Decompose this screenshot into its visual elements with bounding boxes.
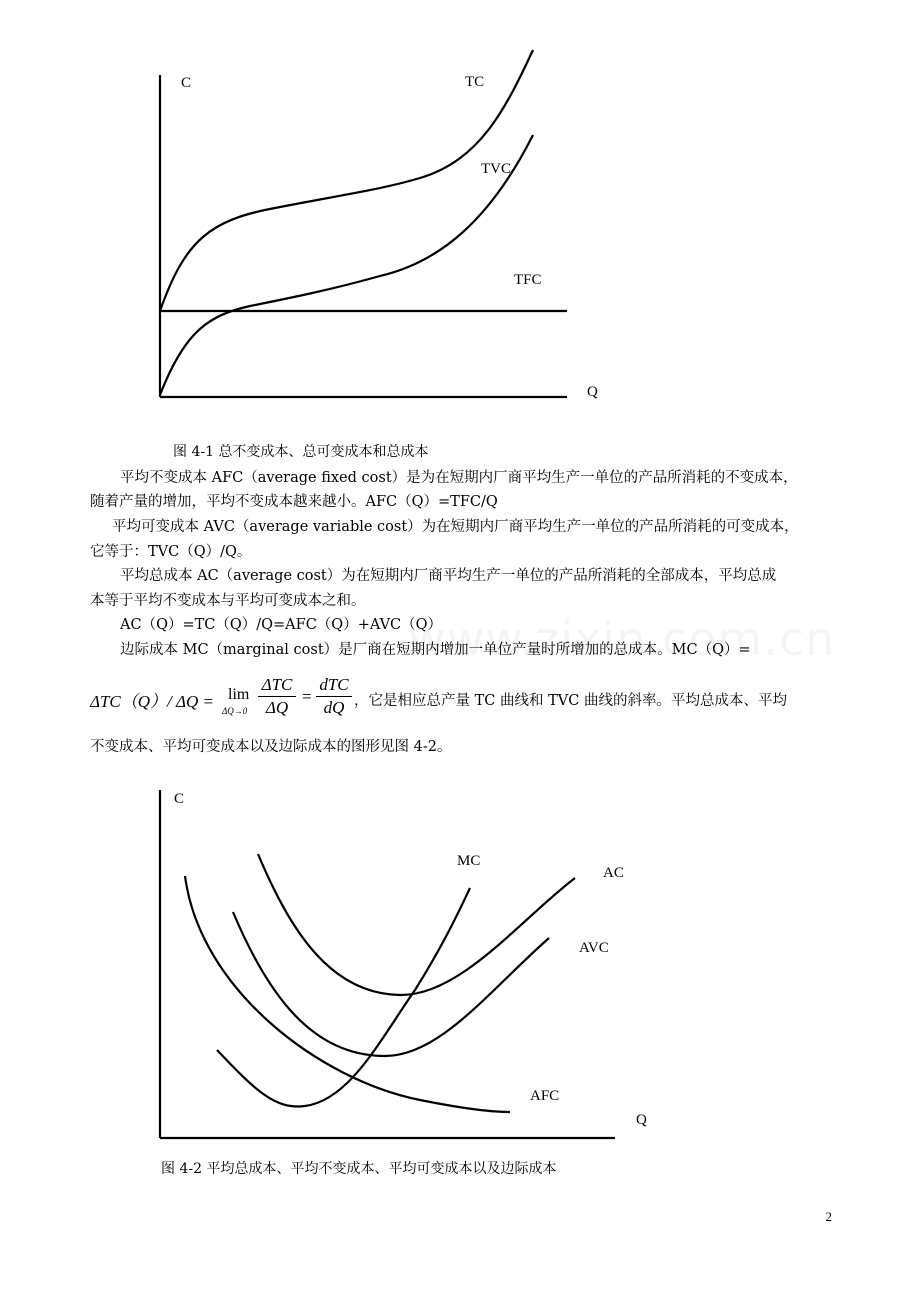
fig2-avc-label: AVC (579, 940, 609, 956)
fig2-axis-x-label: Q (636, 1112, 647, 1128)
para-ac-formula: AC（Q）=TC（Q）/Q=AFC（Q）+AVC（Q） (120, 617, 443, 633)
fig1-caption: 图 4-1 总不变成本、总可变成本和总成本 (173, 444, 429, 460)
fig2-ac-curve (258, 854, 575, 995)
frac1-numerator: ΔTC (261, 675, 293, 694)
formula-frac-delta (258, 676, 296, 717)
page-number: 2 (825, 1209, 832, 1224)
fig1-axis-y-label: C (181, 75, 192, 91)
formula-equals: = (302, 687, 312, 706)
para-ac-line2: 本等于平均不变成本与平均可变成本之和。 (90, 593, 366, 609)
para-ac-line1: 平均总成本 AC（average cost）为在短期内厂商平均生产一单位的产品所消耗的全部成本，平均总成 (120, 568, 777, 584)
formula-tail: ，它是相应总产量 TC 曲线和 TVC 曲线的斜率。平均总成本、平均 (354, 693, 787, 709)
frac2-numerator: dTC (319, 675, 349, 694)
fig2-mc-label: MC (457, 853, 481, 869)
fig2-afc-label: AFC (530, 1088, 560, 1104)
fig1-tvc-label: TVC (481, 161, 511, 177)
fig1-tc-label: TC (465, 74, 485, 90)
fig1-axis-x-label: Q (587, 384, 598, 400)
para-avc-line1: 平均可变成本 AVC（average variable cost）为在短期内厂商平均生产一单位的产品所消耗的可变成本， (112, 519, 799, 535)
frac2-denominator: dQ (323, 698, 345, 717)
fig1-tfc-label: TFC (514, 272, 542, 288)
fig2-axis-y-label: C (174, 791, 185, 807)
fig2-caption: 图 4-2 平均总成本、平均不变成本、平均可变成本以及边际成本 (161, 1161, 557, 1177)
formula-lim: lim (228, 686, 250, 703)
para-final-line: 不变成本、平均可变成本以及边际成本的图形见图 4-2。 (90, 739, 452, 755)
fig2-ac-label: AC (603, 865, 624, 881)
formula-frac-derivative (316, 676, 352, 717)
formula-lhs: ΔTC（Q）/ ΔQ = (90, 692, 214, 711)
para-mc-line1: 边际成本 MC（marginal cost）是厂商在短期内增加一单位产量时所增加的总成本。MC（Q）= (120, 642, 751, 658)
fig2-avc-curve (233, 912, 549, 1056)
para-afc-line2: 随着产量的增加，平均不变成本越来越小。AFC（Q）=TFC/Q (90, 494, 498, 510)
fig1-tvc-curve (160, 135, 533, 395)
fig2-afc-curve (185, 876, 510, 1112)
figure-4-1-chart (0, 0, 920, 440)
frac1-denominator: ΔQ (265, 698, 289, 717)
para-afc-line1: 平均不变成本 AFC（average fixed cost）是为在短期内厂商平均生产一单位的产品所消耗的不变成本， (120, 470, 798, 486)
para-avc-line2: 它等于：TVC（Q）/Q。 (90, 544, 252, 560)
mc-formula (90, 676, 830, 722)
figure-4-2-chart (0, 780, 920, 1160)
formula-lim-sub: ΔQ→0 (222, 706, 248, 716)
